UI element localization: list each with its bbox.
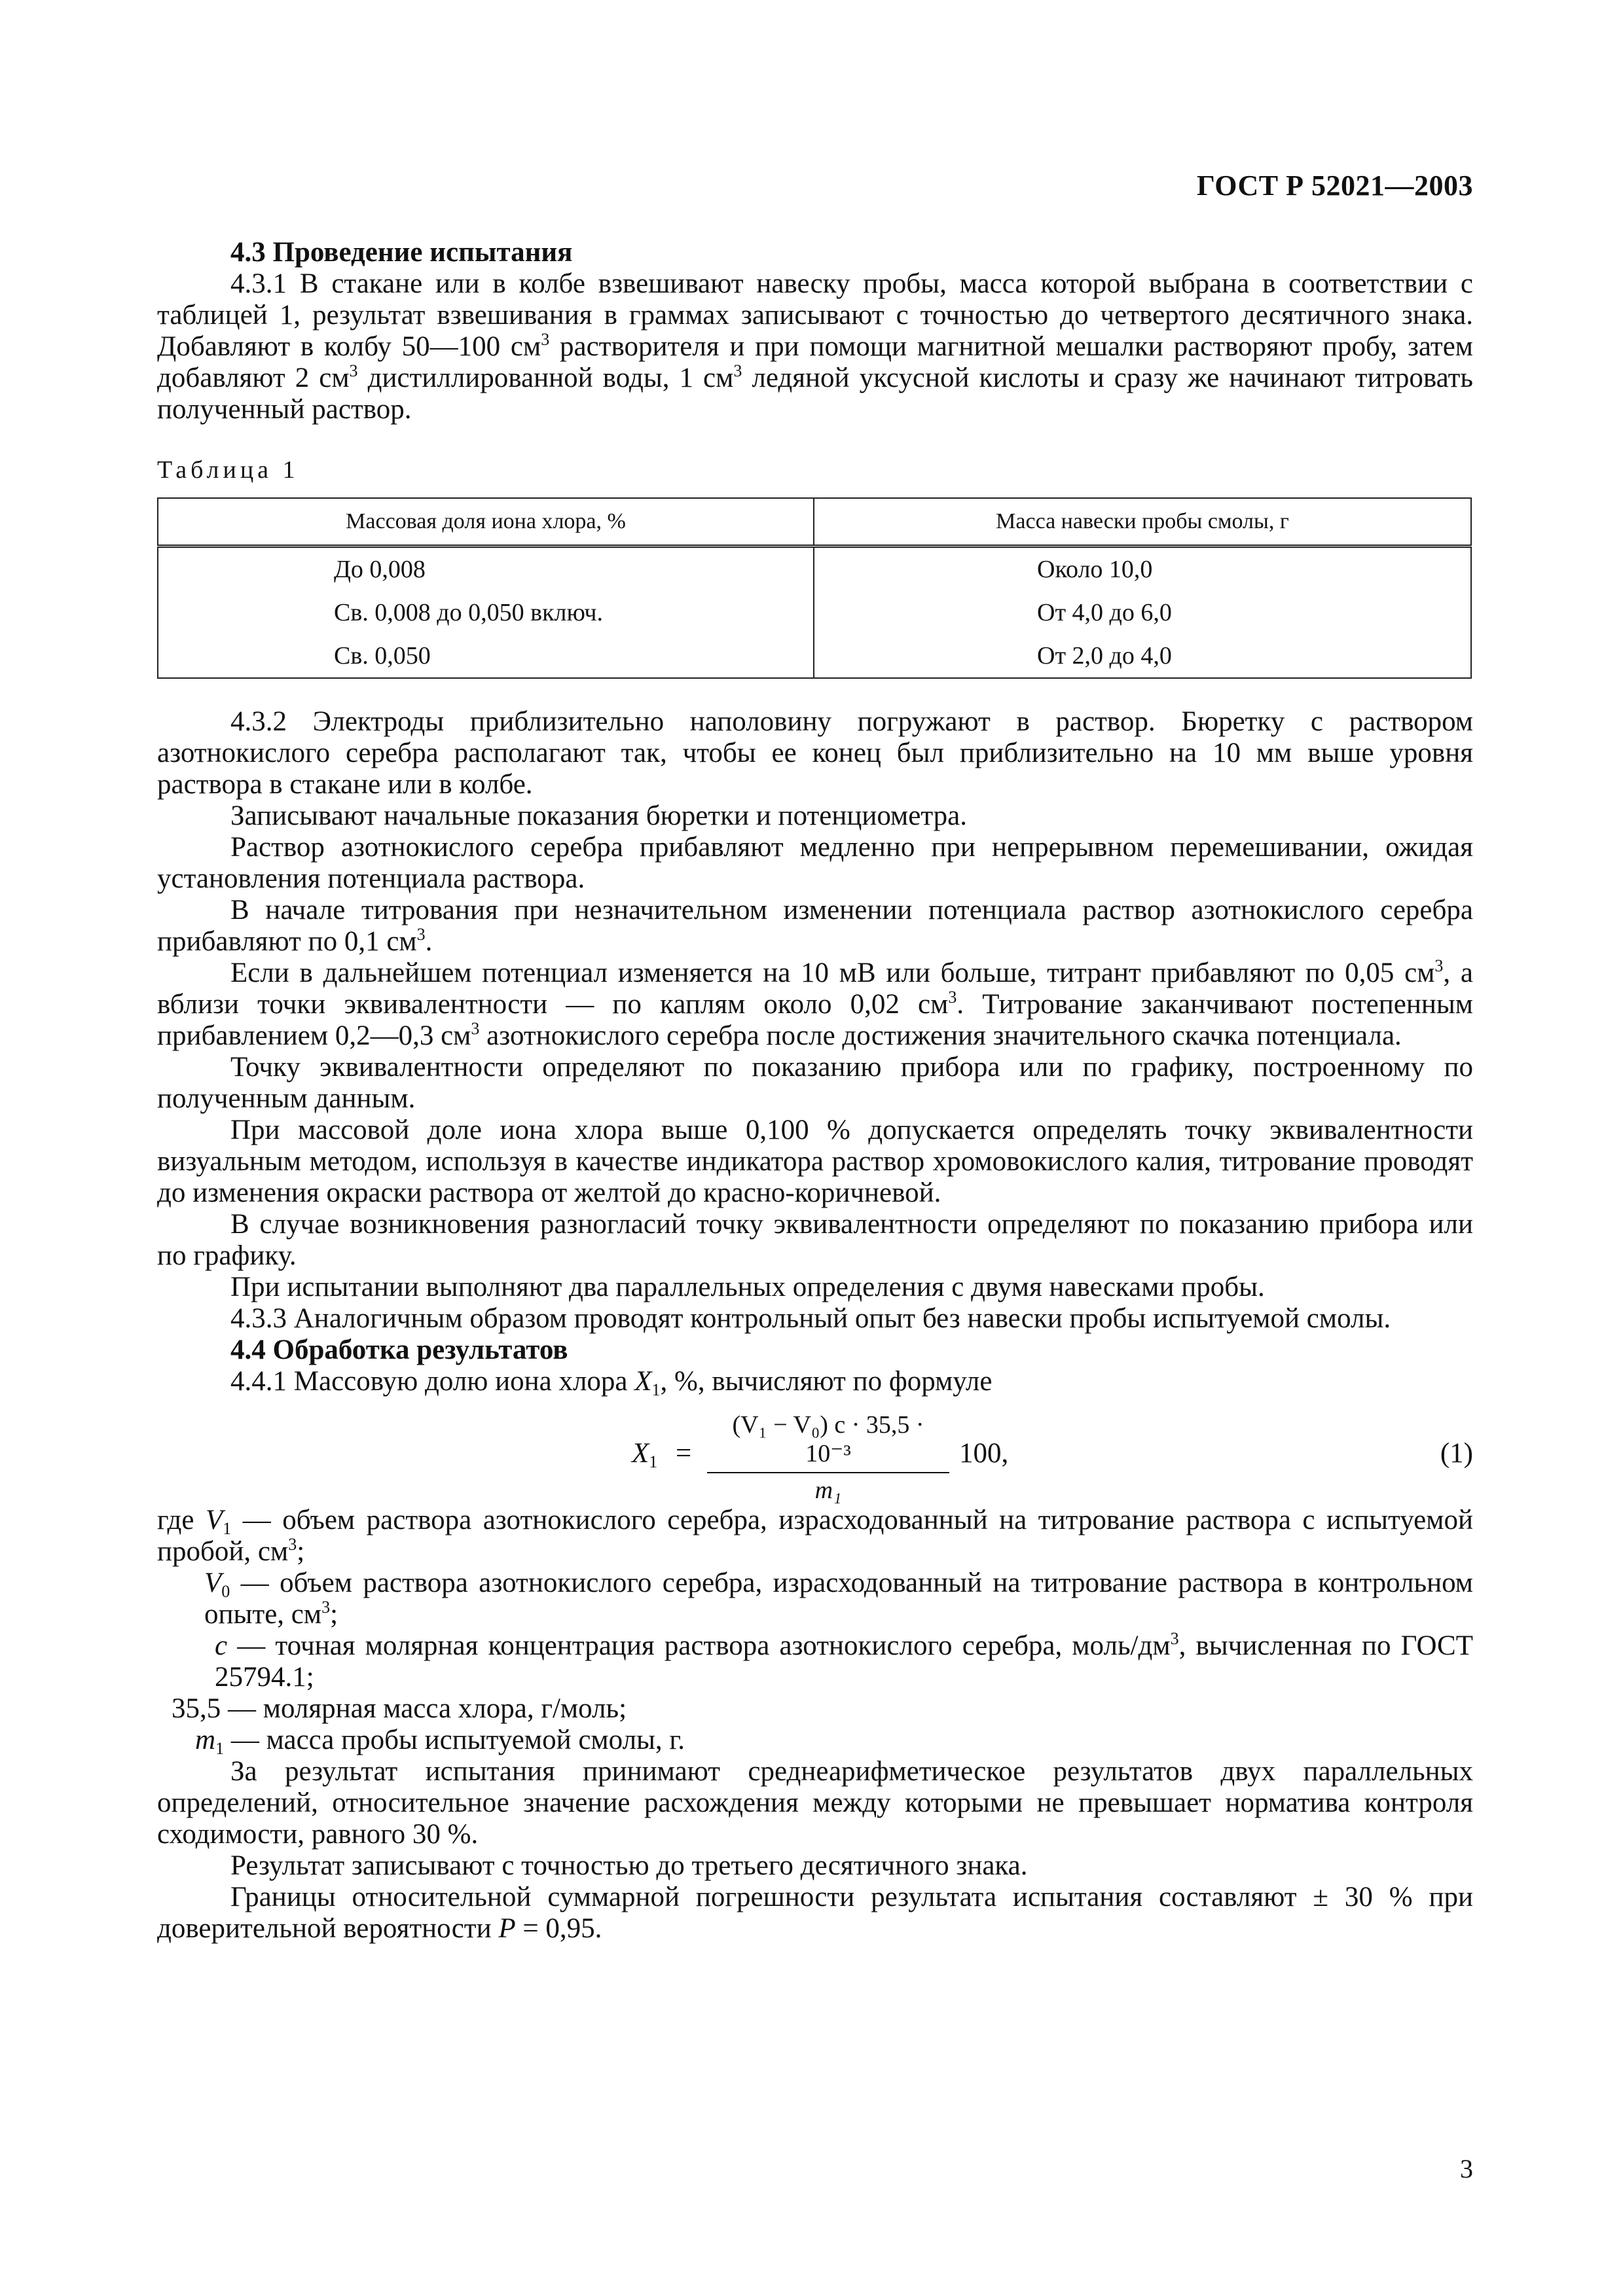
paragraph: Точку эквивалентности определяют по показанию прибора или по графику, построенному по полученным данным.: [157, 1052, 1473, 1114]
paragraph: Записывают начальные показания бюретки и потенциометра.: [230, 800, 967, 831]
table-cell: До 0,008: [158, 547, 814, 592]
formula-equals: =: [676, 1438, 692, 1469]
sample-mass-table: [157, 497, 1472, 679]
paragraph-4-4-1: 4.4.1 Массовую долю иона хлора $X_1$, %, вычисляют по формуле: [230, 1366, 993, 1399]
formula-denominator: m₁: [814, 1477, 842, 1504]
table-header-mass: Масса навески пробы смолы, г: [814, 498, 1471, 547]
page-header: ГОСТ Р 52021—2003: [1196, 170, 1473, 202]
paragraph-precision: Результат записывают с точностью до третьего десятичного знака.: [230, 1850, 1028, 1881]
document-body: [157, 237, 1473, 1945]
definition-m1: $m_1$ — масса пробы испытуемой смолы, г.: [195, 1725, 685, 1758]
paragraph: Если в дальнейшем потенциал изменяется на 10 мВ или больше, титрант прибавляют по 0,05 $см^3$, а вблизи точки эквивалентности — по каплям около 0,02 $см^3$. Титрование заканчивают постепенным прибавлением 0,2—0,3 $см^3$ азотнокислого серебра после достижения значительного скачка потенциала.: [157, 956, 1473, 1051]
paragraph-error-limits: Границы относительной суммарной погрешности результата испытания составляют ± 30 % при доверительной вероятности P = 0,95.: [157, 1882, 1473, 1944]
definition-c: c — точная молярная концентрация раствора азотнокислого серебра, моль/$дм^3$, вычисленная по ГОСТ 25794.1;: [215, 1629, 1473, 1693]
formula-lhs: $X_1$: [632, 1438, 658, 1471]
table-caption: Таблица 1: [157, 456, 299, 484]
section-4-3-title: 4.3 Проведение испытания: [230, 237, 573, 268]
paragraph-4-3-1: 4.3.1 В стакане или в колбе взвешивают навеску пробы, масса которой выбрана в соответствии с таблицей 1, результат взвешивания в граммах записывают с точностью до четвертого десятичного знака. Добавляют в колбу 50—100 $см^3$ растворителя и при помощи магнитной мешалки растворяют пробу, затем добавляют 2 $см^3$ дистиллированной воды, 1 $см^3$ ледяной уксусной кислоты и сразу же начинают титровать полученный раствор.: [157, 268, 1473, 425]
definition-molar-mass: 35,5 — молярная масса хлора, г/моль;: [172, 1693, 627, 1724]
paragraph-result: За результат испытания принимают среднеарифметическое результатов двух параллельных определений, относительное значение расхождения между которыми не превышает норматива контроля сходимости, равного 30 %.: [157, 1756, 1473, 1850]
formula-multiplier: 100,: [959, 1438, 1009, 1469]
table-row: [158, 547, 1471, 592]
formula-fraction: [707, 1410, 949, 1505]
paragraph: Раствор азотнокислого серебра прибавляют медленно при непрерывном перемешивании, ожидая установления потенциала раствора.: [157, 832, 1473, 894]
paragraph: При массовой доле иона хлора выше 0,100 % допускается определять точку эквивалентности визуальным методом, используя в качестве индикатора раствор хромовокислого калия, титрование проводят до изменения окраски раствора от желтой до красно-коричневой.: [157, 1115, 1473, 1208]
table-cell: От 4,0 до 6,0: [814, 591, 1471, 634]
paragraph-4-3-2: 4.3.2 Электроды приблизительно наполовину погружают в раствор. Бюретку с раствором азотнокислого серебра располагают так, чтобы ее конец был приблизительно на 10 мм выше уровня раствора в стакане или в колбе.: [157, 706, 1473, 800]
definition-v0: $V_0$ — объем раствора азотнокислого серебра, израсходованный на титрование раствора в контрольном опыте, $см^3$;: [204, 1568, 1473, 1630]
table-row: [158, 591, 1471, 634]
paragraph-4-3-3: 4.3.3 Аналогичным образом проводят контрольный опыт без навески пробы испытуемой смолы.: [230, 1303, 1391, 1334]
paragraph: В начале титрования при незначительном изменении потенциала раствор азотнокислого серебра прибавляют по 0,1 $см^3$.: [157, 895, 1473, 957]
definition-v1: где $V_1$ — объем раствора азотнокислого серебра, израсходованный на титрование раствора с испытуемой пробой, $см^3$;: [157, 1505, 1473, 1567]
section-4-4-title: 4.4 Обработка результатов: [230, 1335, 568, 1365]
paragraph: В случае возникновения разногласий точку эквивалентности определяют по показанию прибора или по графику.: [157, 1209, 1473, 1271]
table-header-chlorine: Массовая доля иона хлора, %: [158, 498, 814, 547]
page-number: 3: [1460, 2154, 1473, 2183]
formula-number: (1): [1440, 1438, 1473, 1469]
table-cell: От 2,0 до 4,0: [814, 634, 1471, 678]
formula-numerator: (V₁ − V₀) c · 35,5 · 10⁻³: [707, 1410, 949, 1473]
table-row: [158, 634, 1471, 678]
table-cell: Св. 0,050: [158, 634, 814, 678]
table-cell: Св. 0,008 до 0,050 включ.: [158, 591, 814, 634]
definitions-list: [157, 1505, 1473, 1756]
paragraph: При испытании выполняют два параллельных определения с двумя навесками пробы.: [230, 1272, 1265, 1302]
formula-1: [157, 1410, 1473, 1504]
table-cell: Около 10,0: [814, 547, 1471, 592]
